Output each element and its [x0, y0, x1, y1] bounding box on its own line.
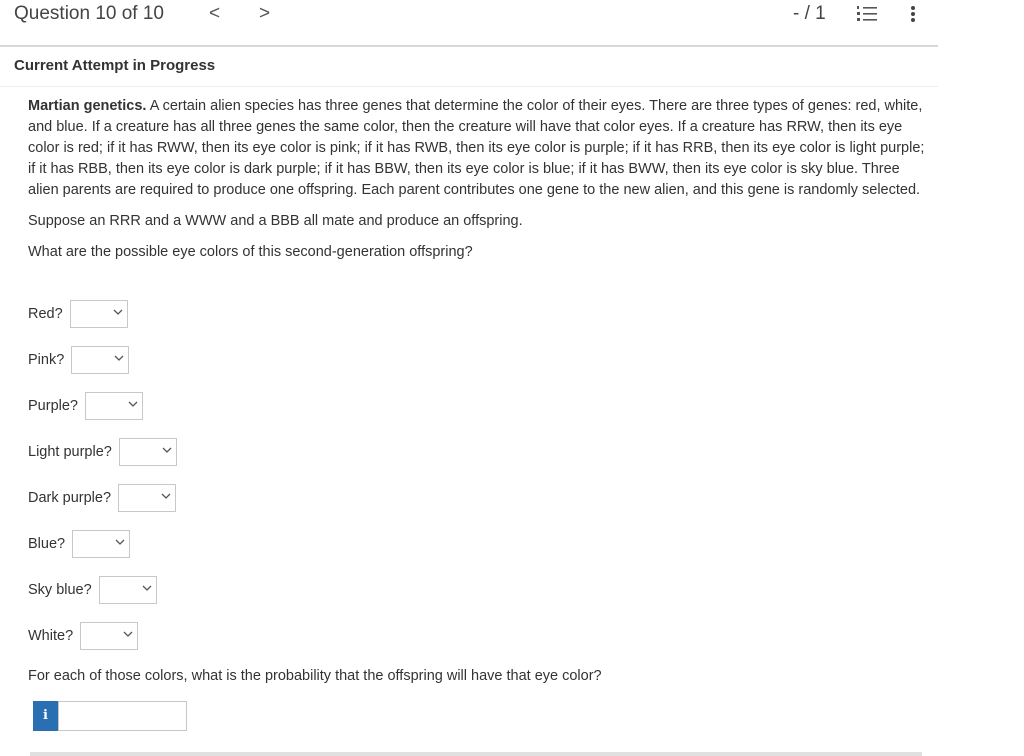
info-icon[interactable]: i: [33, 701, 58, 731]
chevron-down-icon: [142, 583, 152, 593]
pink-row: [28, 346, 129, 374]
red-label: Red?: [28, 306, 63, 322]
red-row: [28, 300, 128, 328]
list-icon[interactable]: [856, 5, 878, 28]
problem-body: A certain alien species has three genes that determine the color of their eyes. There are three types of genes: red, white, and blue. If a creature has all three genes the same color, then the creature will have that color eyes. If a creature has RRW, then its eye color is red; if it has RWW, then its eye color is pink; if it has RWB, then its eye color is purple; if it has RRB, then its eye color is light purple; if it has RBB, then its eye color is dark purple; if it has BBW, then its eye color is blue; if it has BWW, then its eye color is sky blue. Three alien parents are required to produce one offspring. Each parent contributes one gene to the new alien, and this gene is randomly selected.: [28, 98, 925, 198]
attempt-status: [0, 48, 938, 87]
chevron-down-icon: [113, 307, 123, 317]
sky-blue-row: [28, 576, 157, 604]
problem-text: [28, 96, 928, 263]
chevron-down-icon: [161, 491, 171, 501]
chevron-down-icon: [123, 629, 133, 639]
probability-input[interactable]: [58, 701, 187, 731]
purple-row: [28, 392, 143, 420]
scenario-text: Suppose an RRR and a WWW and a BBB all mate and produce an offspring.: [28, 213, 523, 229]
chevron-down-icon: [114, 353, 124, 363]
purple-select[interactable]: [85, 392, 143, 420]
next-question-button[interactable]: >: [259, 3, 271, 24]
light-purple-label: Light purple?: [28, 444, 112, 460]
sky-blue-select[interactable]: [99, 576, 157, 604]
question-counter: Question 10 of 10: [14, 3, 164, 24]
light-purple-select[interactable]: [119, 438, 177, 466]
pink-select[interactable]: [71, 346, 129, 374]
dark-purple-select[interactable]: [118, 484, 176, 512]
blue-row: [28, 530, 130, 558]
white-select[interactable]: [80, 622, 138, 650]
dark-purple-row: [28, 484, 176, 512]
blue-select[interactable]: [72, 530, 130, 558]
more-options-icon[interactable]: [906, 4, 920, 24]
purple-label: Purple?: [28, 398, 78, 414]
score-display: - / 1: [793, 3, 826, 24]
attempt-label: Current Attempt in Progress: [14, 57, 216, 74]
possible-colors-question: What are the possible eye colors of this second-generation offspring?: [28, 244, 473, 260]
dark-purple-label: Dark purple?: [28, 490, 112, 506]
white-row: [28, 622, 138, 650]
red-select[interactable]: [70, 300, 128, 328]
chevron-down-icon: [115, 537, 125, 547]
pink-label: Pink?: [28, 352, 65, 368]
blue-label: Blue?: [28, 536, 66, 552]
problem-paragraph: [28, 96, 928, 201]
previous-question-button[interactable]: <: [209, 3, 221, 24]
sky-blue-label: Sky blue?: [28, 582, 92, 598]
white-label: White?: [28, 628, 74, 644]
question-header: [0, 0, 938, 47]
chevron-down-icon: [128, 399, 138, 409]
chevron-down-icon: [162, 445, 172, 455]
probability-question: For each of those colors, what is the probability that the offspring will have that eye color?: [28, 668, 602, 684]
light-purple-row: [28, 438, 177, 466]
problem-title: Martian genetics.: [28, 98, 147, 114]
divider: [30, 752, 922, 756]
